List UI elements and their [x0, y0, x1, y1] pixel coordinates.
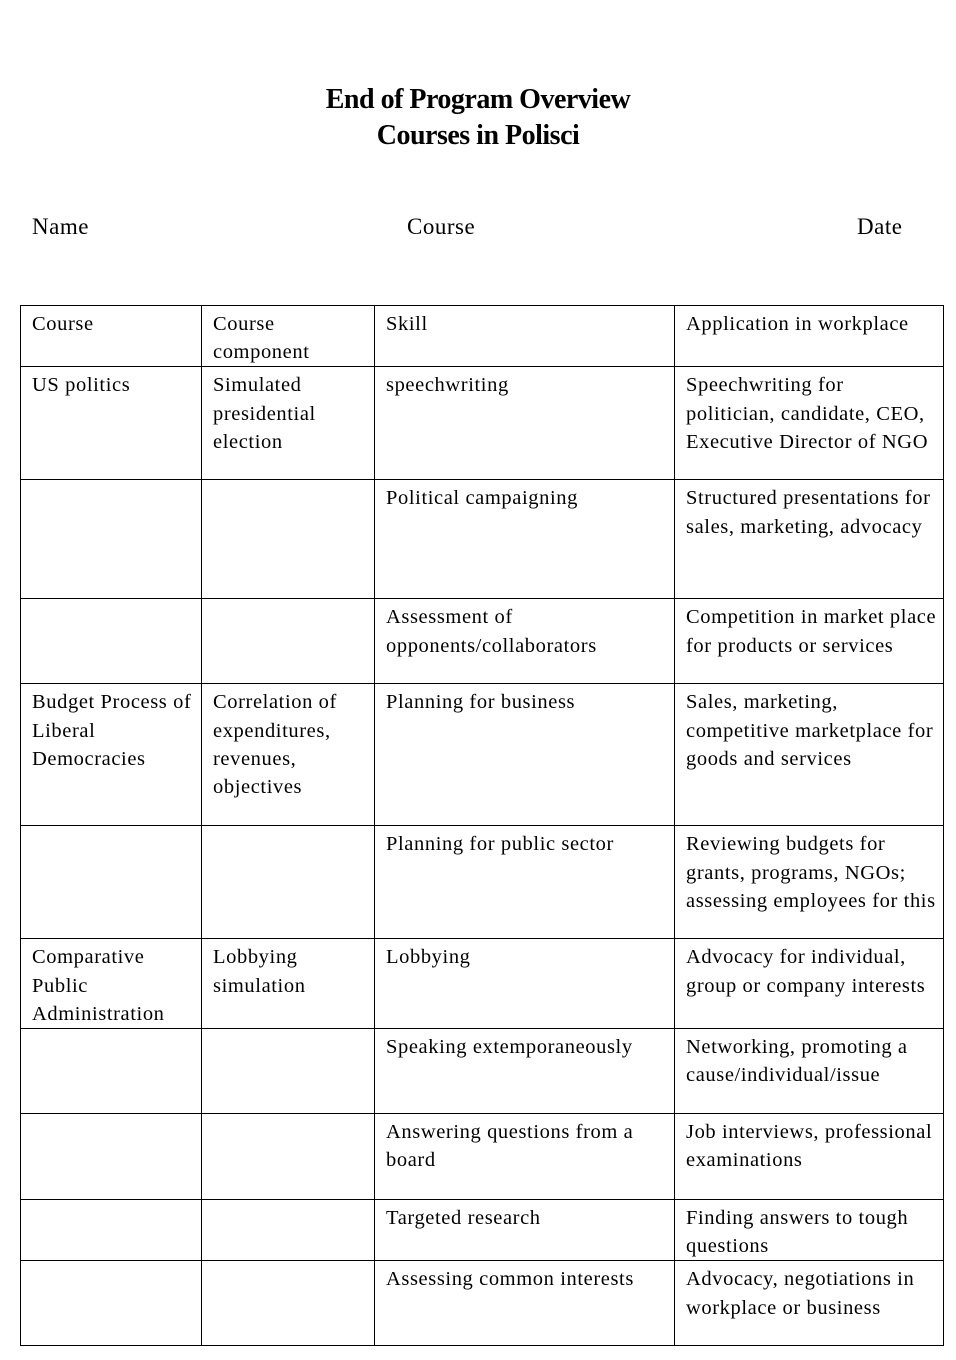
- course-field-label: Course: [407, 214, 476, 239]
- cell-skill: Political campaigning: [375, 480, 675, 599]
- cell-application: Advocacy for individual, group or company interests: [675, 939, 944, 1029]
- cell-component: [202, 1261, 375, 1346]
- header-course-component: Course component: [202, 306, 375, 367]
- document-title: [0, 82, 956, 154]
- cell-application: Finding answers to tough questions: [675, 1200, 944, 1261]
- cell-skill: Assessing common interests: [375, 1261, 675, 1346]
- table-row: [21, 1029, 944, 1114]
- table-row: [21, 1200, 944, 1261]
- date-field-label: Date: [857, 214, 903, 239]
- cell-component: [202, 1029, 375, 1114]
- cell-course: Budget Process of Liberal Democracies: [21, 684, 202, 826]
- cell-component: Lobbying simulation: [202, 939, 375, 1029]
- cell-component: Correlation of expenditures, revenues, objectives: [202, 684, 375, 826]
- cell-component: [202, 1200, 375, 1261]
- cell-application: Networking, promoting a cause/individual/issue: [675, 1029, 944, 1114]
- cell-application: Reviewing budgets for grants, programs, NGOs; assessing employees for this: [675, 826, 944, 939]
- cell-skill: Planning for public sector: [375, 826, 675, 939]
- cell-skill: speechwriting: [375, 367, 675, 480]
- title-line-2: Courses in Polisci: [376, 120, 580, 151]
- cell-application: Job interviews, professional examinations: [675, 1114, 944, 1200]
- cell-course: [21, 826, 202, 939]
- table-header-row: [21, 306, 944, 367]
- table-row: [21, 826, 944, 939]
- cell-skill: Assessment of opponents/collaborators: [375, 599, 675, 684]
- cell-component: [202, 1114, 375, 1200]
- cell-course: US politics: [21, 367, 202, 480]
- cell-course: [21, 1029, 202, 1114]
- cell-skill: Planning for business: [375, 684, 675, 826]
- name-field-label: Name: [32, 214, 89, 239]
- cell-component: [202, 826, 375, 939]
- cell-skill: Lobbying: [375, 939, 675, 1029]
- table-row: [21, 684, 944, 826]
- cell-skill: Targeted research: [375, 1200, 675, 1261]
- cell-application: Structured presentations for sales, marketing, advocacy: [675, 480, 944, 599]
- table-row: [21, 1261, 944, 1346]
- cell-course: [21, 599, 202, 684]
- program-overview-table: [20, 305, 944, 1346]
- cell-component: [202, 599, 375, 684]
- header-application: Application in workplace: [675, 306, 944, 367]
- cell-course: Comparative Public Administration: [21, 939, 202, 1029]
- cell-skill: Answering questions from a board: [375, 1114, 675, 1200]
- cell-course: [21, 1200, 202, 1261]
- table-row: [21, 480, 944, 599]
- cell-application: Competition in market place for products or services: [675, 599, 944, 684]
- table-row: [21, 939, 944, 1029]
- cell-skill: Speaking extemporaneously: [375, 1029, 675, 1114]
- cell-component: Simulated presidential election: [202, 367, 375, 480]
- title-line-1: End of Program Overview: [325, 84, 631, 115]
- cell-application: Speechwriting for politician, candidate, CEO, Executive Director of NGO: [675, 367, 944, 480]
- header-skill: Skill: [375, 306, 675, 367]
- cell-application: Advocacy, negotiations in workplace or business: [675, 1261, 944, 1346]
- cell-course: [21, 480, 202, 599]
- table-row: [21, 1114, 944, 1200]
- table-row: [21, 599, 944, 684]
- cell-component: [202, 480, 375, 599]
- table-row: [21, 367, 944, 480]
- cell-course: [21, 1261, 202, 1346]
- cell-application: Sales, marketing, competitive marketplace for goods and services: [675, 684, 944, 826]
- header-course: Course: [21, 306, 202, 367]
- cell-course: [21, 1114, 202, 1200]
